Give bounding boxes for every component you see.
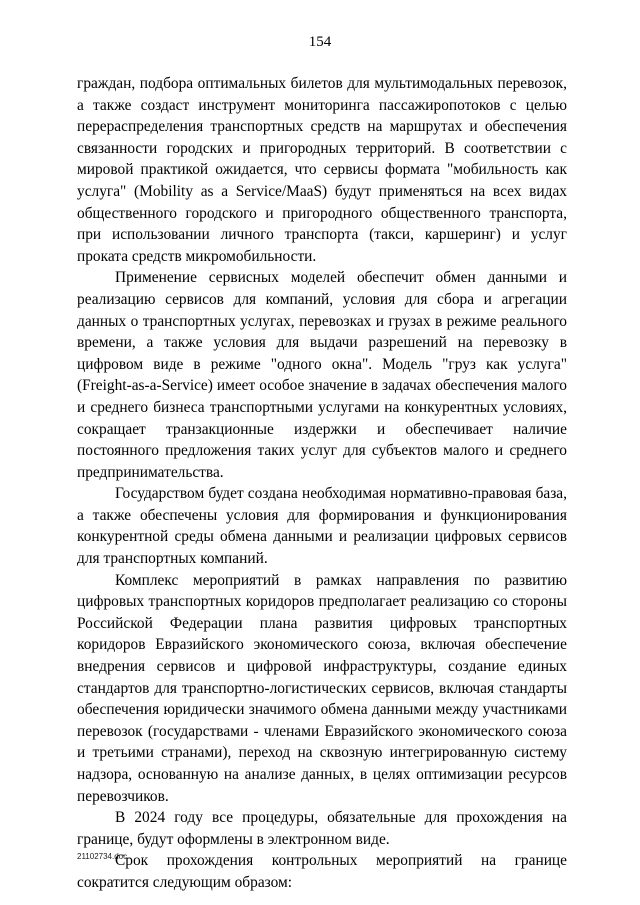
paragraph-border-control: Срок прохождения контрольных мероприятий на границе сократится следующим образом: <box>77 852 567 891</box>
paragraph-service-models: Применение сервисных моделей обеспечит обмен данными и реализацию сервисов для компаний, условия для сбора и агрегации данных о транспортных услугах, перевозках и грузах в режиме реального времени, а также условия для выдачи разрешений на перевозку в цифровом виде в режиме "одного окна". Модель "груз как услуга" (Freight-as-a-Service) имеет особое значение в задачах обеспечения малого и среднего бизнеса транспортными услугами на конкурентных условиях, сокращает транзакционные издержки и обеспечивает наличие постоянного предложения таких услуг для субъектов малого и среднего предпринимательства. <box>77 269 567 481</box>
paragraph-electronic-procedures: В 2024 году все процедуры, обязательные для прохождения на границе, будут оформлены в электронном виде. <box>77 809 567 848</box>
page-number: 154 <box>308 34 332 50</box>
document-code: 21102734.doc <box>77 852 128 861</box>
document-body <box>77 73 567 894</box>
paragraph-digital-corridors: Комплекс мероприятий в рамках направления по развитию цифровых транспортных коридоров предполагает реализацию со стороны Российской Федерации плана развития цифровых транспортных коридоров Евразийского экономического союза, включая обеспечение внедрения сервисов и цифровой инфраструктуры, создание единых стандартов для транспортно-логистических сервисов, включая стандарты обеспечения юридически значимого обмена данными между участниками перевозок (государствами - членами Евразийского экономического союза и третьими странами), переход на сквозную интегрированную систему надзора, основанную на анализе данных, в целях оптимизации ресурсов перевозчиков. <box>77 571 567 805</box>
paragraph-continuation: граждан, подбора оптимальных билетов для мультимодальных перевозок, а также создаст инструмент мониторинга пассажиропотоков с целью перераспределения транспортных средств на маршрутах и обеспечения связанности городских и пригородных территорий. В соответствии с мировой практикой ожидается, что сервисы формата "мобильность как услуга" (Mobility as a Service/MaaS) будут применяться на всех видах общественного городского и пригородного общественного транспорта, при использовании личного транспорта (такси, каршеринг) и услуг проката средств микромобильности. <box>77 75 567 265</box>
paragraph-legal-base: Государством будет создана необходимая нормативно-правовая база, а также обеспечены условия для формирования и функционирования конкурентной среды обмена данными и реализации цифровых сервисов для транспортных компаний. <box>77 485 567 568</box>
